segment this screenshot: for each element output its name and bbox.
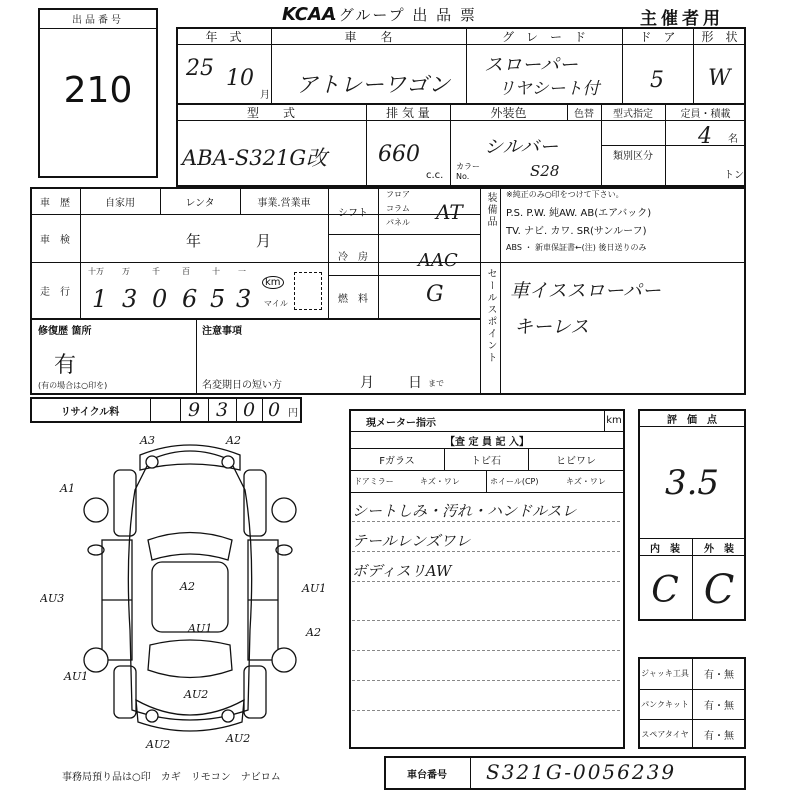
jack-label: ジャッキ工具 (641, 669, 689, 678)
damage-mark: AU3 (40, 592, 65, 605)
digit-label: 十万 (88, 267, 104, 276)
score-label: 評 価 点 (667, 414, 717, 426)
damage-mark: A2 (180, 580, 195, 593)
wheel-options[interactable]: キズ・ワレ (566, 477, 606, 486)
month-unit: 月 (260, 90, 270, 101)
front-right-wheel (272, 498, 296, 522)
damage-mark: AU1 (302, 582, 327, 595)
inspector-note: ボディスリAW (352, 560, 620, 582)
mileage-digit: 3 (236, 285, 252, 313)
mileage-extra-box (294, 272, 322, 310)
rear-window (148, 640, 232, 678)
model-value: ABA-S321G改 (182, 146, 328, 170)
shift-label: シフト (338, 207, 368, 219)
capacity-value: 4 (698, 124, 712, 149)
equipment-line-2[interactable]: TV. ナビ. カワ. SR(サンルーフ) (506, 226, 647, 237)
rear-right-light (222, 710, 234, 722)
wheel-label: ホイール(CP) (490, 477, 539, 486)
mirror-label: ドアミラー (354, 477, 394, 486)
brand-logo: KCAA (282, 4, 336, 25)
damage-mark: A2 (306, 626, 321, 639)
puncture-kit-label: パンクキット (641, 700, 689, 709)
km-option[interactable]: km (262, 276, 284, 289)
car-name-label: 車 名 (344, 29, 393, 44)
ac-value: AAC (418, 250, 458, 271)
history-rental[interactable]: レンタ (185, 197, 215, 209)
sales-point-line-2: キーレス (514, 316, 590, 338)
mileage-digit: 1 (92, 285, 108, 313)
rear-left-light (146, 710, 158, 722)
fuel-value: G (426, 282, 444, 307)
damage-mark: A2 (226, 434, 241, 447)
lot-label: 出品番号 (72, 15, 124, 26)
year-value: 25 (186, 56, 214, 81)
windshield (148, 533, 232, 561)
front-right-light (222, 456, 234, 468)
recycle-digit: 0 (267, 399, 281, 421)
inspector-note: シートしみ・汚れ・ハンドルスレ (352, 500, 620, 522)
equipment-line-1[interactable]: P.S. P.W. 純AW. AB(エアバック) (506, 208, 652, 219)
sales-point-label: セールスポイント (485, 268, 496, 364)
interior-value: C (651, 569, 679, 611)
inspector-title: 【査 定 員 記 入】 (445, 436, 529, 448)
organizer-label: 主催者用 (640, 9, 724, 29)
form-title: .グループ 出 品 票 (332, 6, 477, 24)
spare-tire-option[interactable]: 有・無 (704, 731, 734, 742)
exterior-label: 外 装 (704, 543, 734, 555)
ton-unit: トン (724, 170, 744, 181)
meter-label: 現メーター指示 (366, 418, 436, 429)
digit-label: 十 (212, 267, 220, 276)
color-no-value: S28 (530, 162, 560, 180)
damage-mark: AU2 (146, 738, 171, 751)
damage-mark: AU2 (184, 688, 209, 701)
inspection-year-unit: 年 (186, 232, 202, 250)
color-change-label: 色替 (574, 108, 594, 120)
recycle-digit: 3 (215, 399, 229, 421)
interior-label: 内 装 (650, 543, 680, 555)
shift-option-column[interactable]: コラム (386, 204, 410, 213)
damage-mark: AU1 (188, 622, 213, 635)
color-label: 外装色 (490, 105, 527, 120)
glass-chip-option[interactable]: トビ石 (471, 456, 501, 467)
caution-label: 注意事項 (202, 326, 242, 337)
grade-value-1: スローパー (484, 54, 579, 76)
door-label: ド ア (639, 29, 676, 44)
capacity-label: 定員・積載 (680, 108, 731, 120)
history-label: 車 歴 (40, 197, 70, 209)
repair-note: (有の場合は○印を) (38, 381, 108, 390)
digit-label: 万 (122, 267, 130, 276)
shift-option-panel[interactable]: パネル (386, 218, 410, 227)
mirror-options[interactable]: キズ・ワレ (420, 477, 460, 486)
repair-value: 有 (54, 353, 77, 378)
recycle-digit: 9 (187, 399, 201, 421)
rear-right-wheel (272, 648, 296, 672)
glass-crack-option[interactable]: ヒビワレ (556, 456, 596, 467)
shape-value: W (708, 66, 731, 91)
office-items-note: 事務局預り品は○印 カギ リモコン ナビロム (62, 772, 281, 783)
recycle-label: リサイクル料 (60, 406, 120, 418)
displacement-unit: c.c. (426, 170, 444, 181)
mile-option[interactable]: マイル (264, 299, 288, 308)
displacement-value: 660 (378, 142, 420, 167)
ac-label: 冷 房 (338, 251, 368, 263)
jack-option[interactable]: 有・無 (704, 670, 734, 681)
mileage-digit: 6 (182, 285, 198, 313)
grade-label: グ レ ー ド (501, 29, 586, 44)
color-value: シルバー (484, 136, 559, 158)
displacement-label: 排 気 量 (386, 105, 430, 120)
caution-month-unit: 月 (360, 375, 374, 391)
damage-mark: AU1 (64, 670, 89, 683)
caution-day-unit: 日 (408, 375, 422, 391)
mileage-label: 走 行 (40, 287, 70, 298)
class-label: 類別区分 (613, 150, 653, 162)
mileage-digits (82, 263, 262, 318)
equipment-label: 装備品 (485, 192, 496, 228)
repair-label: 修復歴 箇所 (38, 326, 92, 337)
mileage-digit: 5 (210, 285, 226, 313)
history-business[interactable]: 事業.営業車 (257, 197, 311, 209)
year-label: 年 式 (205, 29, 242, 44)
puncture-kit-option[interactable]: 有・無 (704, 701, 734, 712)
score-value: 3.5 (664, 463, 720, 503)
damage-mark: A1 (60, 482, 75, 495)
equipment-line-3[interactable]: ABS ・ 新車保証書←(注) 後日送りのみ (506, 243, 647, 252)
inspection-label: 車 検 (40, 235, 70, 246)
meter-unit: km (606, 414, 622, 426)
door-value: 5 (650, 68, 664, 93)
damage-mark: AU2 (226, 732, 251, 745)
caution-term-label: 名変期日の短い方 (202, 380, 282, 391)
digit-label: 百 (182, 267, 190, 276)
car-name-value: アトレーワゴン (296, 73, 451, 98)
glass-label: Fガラス (379, 456, 415, 467)
exterior-value: C (703, 567, 735, 613)
digit-label: 一 (238, 267, 246, 276)
shift-value: AT (436, 200, 463, 224)
chassis-label: 車台番号 (407, 769, 447, 781)
fuel-label: 燃 料 (338, 293, 368, 305)
caution-suffix: まで (428, 379, 444, 388)
shape-label: 形 状 (701, 29, 738, 44)
digit-label: 千 (152, 267, 160, 276)
model-spec-label: 型式指定 (613, 108, 653, 120)
equipment-note: ※純正のみ○印をつけて下さい。 (506, 190, 624, 199)
mileage-digit: 3 (122, 285, 138, 313)
recycle-unit: 円 (288, 408, 298, 419)
capacity-unit: 名 (728, 134, 738, 145)
month-value: 10 (226, 66, 254, 91)
mileage-digit: 0 (152, 285, 168, 313)
color-no-label: カラー No. (456, 162, 480, 181)
damage-mark: A3 (140, 434, 155, 447)
model-label: 型 式 (246, 105, 295, 120)
recycle-digit: 0 (242, 399, 256, 421)
lot-number: 210 (63, 69, 133, 111)
grade-value-2: リヤシート付 (498, 79, 600, 99)
car-damage-diagram (40, 430, 340, 760)
shift-option-floor[interactable]: フロア (386, 190, 410, 199)
front-left-light (146, 456, 158, 468)
chassis-value: S321G-0056239 (486, 760, 677, 784)
front-left-wheel (84, 498, 108, 522)
sales-point-line-1: 車イススローパー (510, 280, 661, 302)
inspection-month-unit: 月 (256, 232, 272, 250)
spare-tire-label: スペアタイヤ (641, 730, 689, 739)
inspector-note: テールレンズワレ (352, 530, 620, 552)
history-private[interactable]: 自家用 (105, 197, 135, 209)
rear-left-wheel (84, 648, 108, 672)
